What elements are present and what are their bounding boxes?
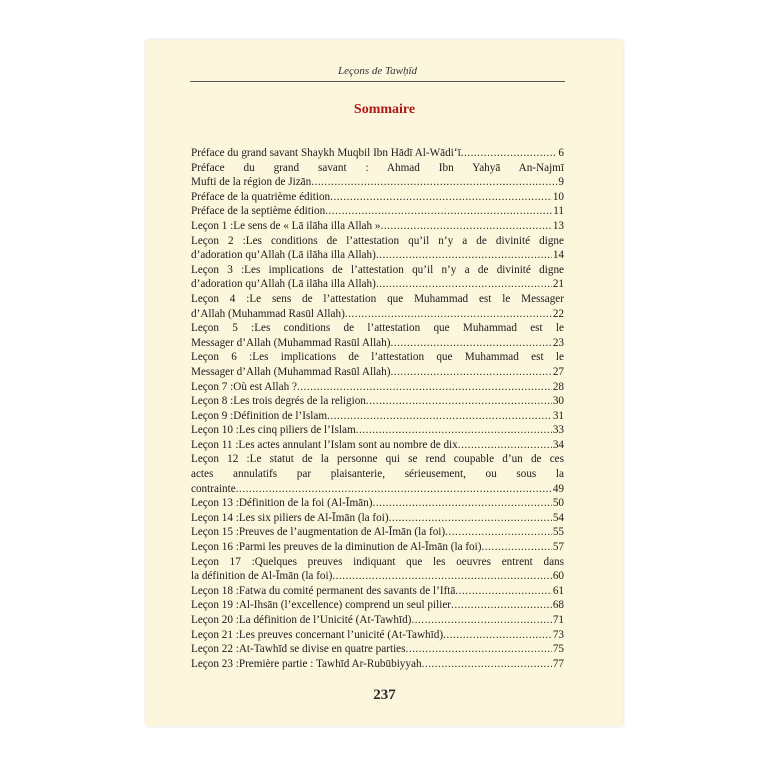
toc-entry (191, 248, 564, 263)
toc-entry-title: Leçon 19 :Al-Ihsān (l’excellence) comprend un seul pilier (191, 599, 452, 612)
toc-entry-page: 14 (552, 249, 564, 262)
toc-entry-title: d’adoration qu’Allah (Lā ilāha illa Allah) (191, 249, 376, 262)
toc-entry: Leçon 3 :Les implications de l’attestation qu’il n’y a de divinité digne (191, 263, 564, 276)
toc-entry: Leçon 6 :Les implications de l’attestation que Muhammad est le (191, 351, 564, 364)
dot-leader (455, 584, 551, 599)
toc-entry (191, 511, 564, 526)
dot-leader (325, 204, 552, 219)
dot-leader (311, 175, 557, 190)
toc-entry (191, 540, 564, 555)
toc-entry-page: 28 (552, 380, 564, 393)
toc-entry-title: Leçon 8 :Les trois degrés de la religion (191, 395, 366, 408)
toc-entry (191, 482, 564, 497)
toc-entry (191, 525, 564, 540)
toc-entry-page: 73 (552, 628, 564, 641)
dot-leader (451, 598, 552, 613)
toc-entry-title: Leçon 7 :Où est Allah ? (191, 380, 297, 393)
toc-entry (191, 569, 564, 584)
dot-leader (411, 613, 551, 628)
dot-leader (366, 394, 552, 409)
header-rule (190, 81, 565, 82)
toc-entry-page: 10 (552, 190, 564, 203)
dot-leader (389, 511, 552, 526)
toc-entry-page: 57 (552, 541, 564, 554)
toc-title: Sommaire (353, 102, 416, 117)
toc-entry-title: Leçon 1 :Le sens de « Lā ilāha illa Allah » (191, 219, 381, 232)
toc-entry (191, 394, 564, 409)
toc-entry-title: Préface du grand savant Shaykh Muqbil Ibn Hādī Al-Wādi‘ī (191, 147, 461, 159)
toc-entry-page: 34 (552, 438, 564, 451)
toc-entry-title: Leçon 13 :Définition de la foi (Al-Īmān) (191, 497, 373, 510)
toc-entry (191, 423, 564, 438)
dot-leader (236, 482, 552, 497)
toc-entry-title: Leçon 10 :Les cinq piliers de l’Islam (191, 424, 356, 437)
toc-entry: Préface du grand savant : Ahmad Ibn Yahyā An-Najmī (191, 161, 564, 174)
toc-entry-page: 31 (552, 409, 564, 422)
toc-entry-title: d’adoration qu’Allah (Lā ilāha illa Allah) (191, 278, 376, 291)
dot-leader (372, 496, 551, 511)
toc-entry-page: 55 (552, 526, 564, 539)
toc-entry (191, 438, 564, 453)
toc-entry (191, 642, 564, 657)
toc-entry-title: Mufti de la région de Jizān (191, 176, 312, 189)
toc-entry-page: 75 (552, 643, 564, 656)
dot-leader (327, 409, 552, 424)
toc-entry: Leçon 2 :Les conditions de l’attestation qu’il n’y a de divinité digne (191, 234, 564, 247)
toc-entry (191, 365, 564, 380)
toc-entry-title: Leçon 9 :Définition de l’Islam (191, 409, 328, 422)
toc-entry (191, 496, 564, 511)
dot-leader (443, 628, 552, 643)
toc-entry-title: la définition de Al-Īmān (la foi) (191, 570, 333, 583)
toc-entry-title: d’Allah (Muhammad Rasūl Allah) (191, 307, 345, 320)
toc-entry-title: Messager d’Allah (Muhammad Rasūl Allah) (191, 336, 391, 349)
toc-entry-title: Leçon 20 :La définition de l’Unicité (At-Tawhīd) (191, 614, 412, 626)
toc-entry-page: 61 (552, 584, 564, 597)
toc-entry (191, 657, 564, 672)
toc-entry-title: Leçon 15 :Preuves de l’augmentation de Al-Īmān (la foi) (191, 526, 446, 539)
toc-entry: Leçon 5 :Les conditions de l’attestation que Muhammad est le (191, 322, 564, 335)
dot-leader (445, 525, 552, 540)
toc-entry-title: Leçon 18 :Fatwa du comité permanent des savants de l’Iftā (191, 584, 456, 597)
toc-entry-page: 27 (552, 365, 564, 378)
table-of-contents (191, 146, 564, 671)
dot-leader (461, 146, 558, 161)
toc-entry (191, 598, 564, 613)
toc-entry (191, 219, 564, 234)
toc-entry-page: 21 (552, 278, 564, 291)
dot-leader (406, 642, 552, 657)
toc-entry-page: 6 (558, 147, 564, 159)
toc-entry: Leçon 4 :Le sens de l’attestation que Muhammad est le Messager (191, 292, 564, 305)
page-number: 237 (373, 687, 396, 703)
toc-entry (191, 146, 564, 161)
toc-entry-title: Leçon 16 :Parmi les preuves de la diminution de Al-Īmān (la foi) (191, 541, 482, 554)
toc-entry-title: contrainte (191, 482, 236, 495)
toc-entry (191, 409, 564, 424)
dot-leader (356, 423, 552, 438)
toc-entry (191, 380, 564, 395)
toc-entry-page: 71 (552, 614, 564, 626)
toc-entry-page: 68 (552, 599, 564, 612)
dot-leader (422, 657, 552, 672)
dot-leader (482, 540, 552, 555)
toc-entry (191, 628, 564, 643)
toc-entry-page: 50 (552, 497, 564, 510)
dot-leader (330, 190, 552, 205)
toc-entry-page: 54 (552, 511, 564, 524)
dot-leader (376, 277, 552, 292)
dot-leader (345, 307, 552, 322)
toc-entry-page: 13 (552, 219, 564, 232)
toc-entry (191, 613, 564, 628)
toc-entry-page: 33 (552, 424, 564, 437)
toc-entry-title: Leçon 11 :Les actes annulant l’Islam sont au nombre de dix (191, 438, 458, 451)
toc-entry: actes annulatifs par plaisanterie, sérieusement, ou sous la (191, 468, 564, 481)
dot-leader (297, 380, 552, 395)
toc-entry-page: 22 (552, 307, 564, 320)
toc-entry-title: Messager d’Allah (Muhammad Rasūl Allah) (191, 365, 391, 378)
dot-leader (381, 219, 552, 234)
toc-entry-page: 23 (552, 336, 564, 349)
toc-entry-page: 77 (552, 657, 564, 670)
toc-entry (191, 307, 564, 322)
toc-entry: Leçon 12 :Le statut de la personne qui se rend coupable d’un de ces (191, 453, 564, 466)
toc-entry-title: Leçon 21 :Les preuves concernant l’unicité (At-Tawhīd) (191, 628, 444, 641)
toc-entry (191, 584, 564, 599)
book-page (146, 40, 623, 726)
toc-entry-title: Préface de la quatrième édition (191, 190, 331, 203)
toc-entry-title: Préface de la septième édition (191, 205, 326, 218)
toc-entry-title: Leçon 22 :At-Tawhīd se divise en quatre parties (191, 643, 406, 656)
dot-leader (376, 248, 552, 263)
toc-entry (191, 336, 564, 351)
toc-entry-page: 11 (553, 205, 564, 218)
toc-entry (191, 175, 564, 190)
toc-entry-page: 60 (552, 570, 564, 583)
toc-entry-page: 9 (558, 176, 564, 189)
toc-entry-page: 30 (552, 395, 564, 408)
toc-entry-page: 49 (552, 482, 564, 495)
toc-entry: Leçon 17 :Quelques preuves indiquant que les oeuvres entrent dans (191, 555, 564, 568)
dot-leader (332, 569, 551, 584)
toc-entry (191, 204, 564, 219)
dot-leader (458, 438, 552, 453)
toc-entry (191, 190, 564, 205)
running-header: Leçons de Tawḥīd (337, 65, 418, 77)
toc-entry-title: Leçon 14 :Les six piliers de Al-Īmān (la foi) (191, 511, 389, 524)
toc-entry (191, 277, 564, 292)
dot-leader (390, 365, 551, 380)
dot-leader (390, 336, 551, 351)
toc-entry-title: Leçon 23 :Première partie : Tawhīd Ar-Rubūbiyyah (191, 657, 422, 670)
